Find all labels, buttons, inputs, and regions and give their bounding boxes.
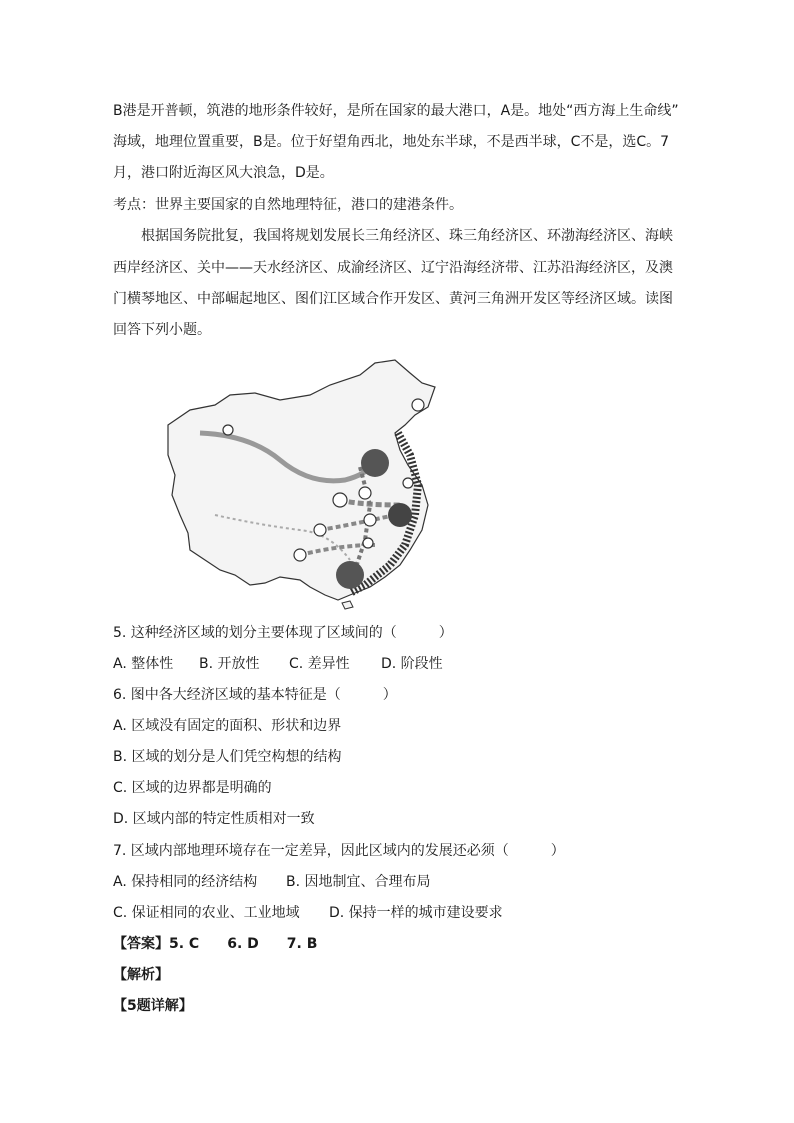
node-circle-9 <box>403 478 413 488</box>
q6-option-d: D. 区域内部的特定性质相对一致 <box>113 811 315 827</box>
explanation-line-3: 月，港口附近海区风大浪急，D是。 <box>113 165 334 181</box>
q5-stem: 5. 这种经济区域的划分主要体现了区域间的（ ） <box>113 625 453 641</box>
node-circle-6 <box>314 524 326 536</box>
intro-line-3: 门横琴地区、中部崛起地区、图们江区域合作开发区、黄河三角洲开发区等经济区域。读图 <box>113 291 673 307</box>
node-circle-1 <box>223 425 233 435</box>
zone-circle-bohai <box>361 449 389 477</box>
q5-options <box>113 654 443 674</box>
explanation-line-2: 海域，地理位置重要，B是。位于好望角西北，地处东半球，不是西半球，C不是，选C。7 <box>113 134 670 150</box>
q7-option-a: A. 保持相同的经济结构 <box>113 874 258 890</box>
node-circle-2 <box>412 399 424 411</box>
q5-option-a: A. 整体性 <box>113 656 174 672</box>
analysis-heading: 【解析】 <box>113 967 169 983</box>
intro-line-1: 根据国务院批复，我国将规划发展长三角经济区、珠三角经济区、环渤海经济区、海峡 <box>141 228 673 244</box>
q7-option-d: D. 保持一样的城市建设要求 <box>329 905 503 921</box>
node-circle-4 <box>359 487 371 499</box>
china-economic-zones-map <box>160 355 470 610</box>
zone-circle-pearl <box>336 561 364 589</box>
answer-line: 【答案】5. C 6. D 7. B <box>113 936 318 952</box>
intro-line-4: 回答下列小题。 <box>113 322 211 338</box>
q5-option-c: C. 差异性 <box>289 656 350 672</box>
zone-circle-yangtze <box>388 503 412 527</box>
node-circle-5 <box>364 514 376 526</box>
map-outline <box>168 360 435 600</box>
q6-option-c: C. 区域的边界都是明确的 <box>113 780 272 796</box>
intro-line-2: 西岸经济区、关中——天水经济区、成渝经济区、辽宁沿海经济带、江苏沿海经济区，及澳 <box>113 260 673 276</box>
q7-options-row2 <box>113 903 503 923</box>
kaodian-line: 考点：世界主要国家的自然地理特征，港口的建港条件。 <box>113 197 463 213</box>
q6-stem: 6. 图中各大经济区域的基本特征是（ ） <box>113 687 397 703</box>
explanation-line-1: B港是开普顿，筑港的地形条件较好，是所在国家的最大港口，A是。地处“西方海上生命线” <box>113 103 679 119</box>
q6-option-a: A. 区域没有固定的面积、形状和边界 <box>113 718 342 734</box>
node-circle-7 <box>294 549 306 561</box>
q7-option-b: B. 因地制宜、合理布局 <box>286 874 431 890</box>
q7-option-c: C. 保证相同的农业、工业地域 <box>113 905 300 921</box>
q5-detail-heading: 【5题详解】 <box>113 998 193 1014</box>
node-circle-3 <box>333 493 347 507</box>
q7-options-row1 <box>113 872 431 892</box>
q5-option-d: D. 阶段性 <box>381 656 443 672</box>
node-circle-8 <box>363 538 373 548</box>
q6-option-b: B. 区域的划分是人们凭空构想的结构 <box>113 749 342 765</box>
q5-option-b: B. 开放性 <box>199 656 260 672</box>
island-outline <box>342 601 353 609</box>
q7-stem: 7. 区域内部地理环境存在一定差异，因此区域内的发展还必须（ ） <box>113 843 565 859</box>
